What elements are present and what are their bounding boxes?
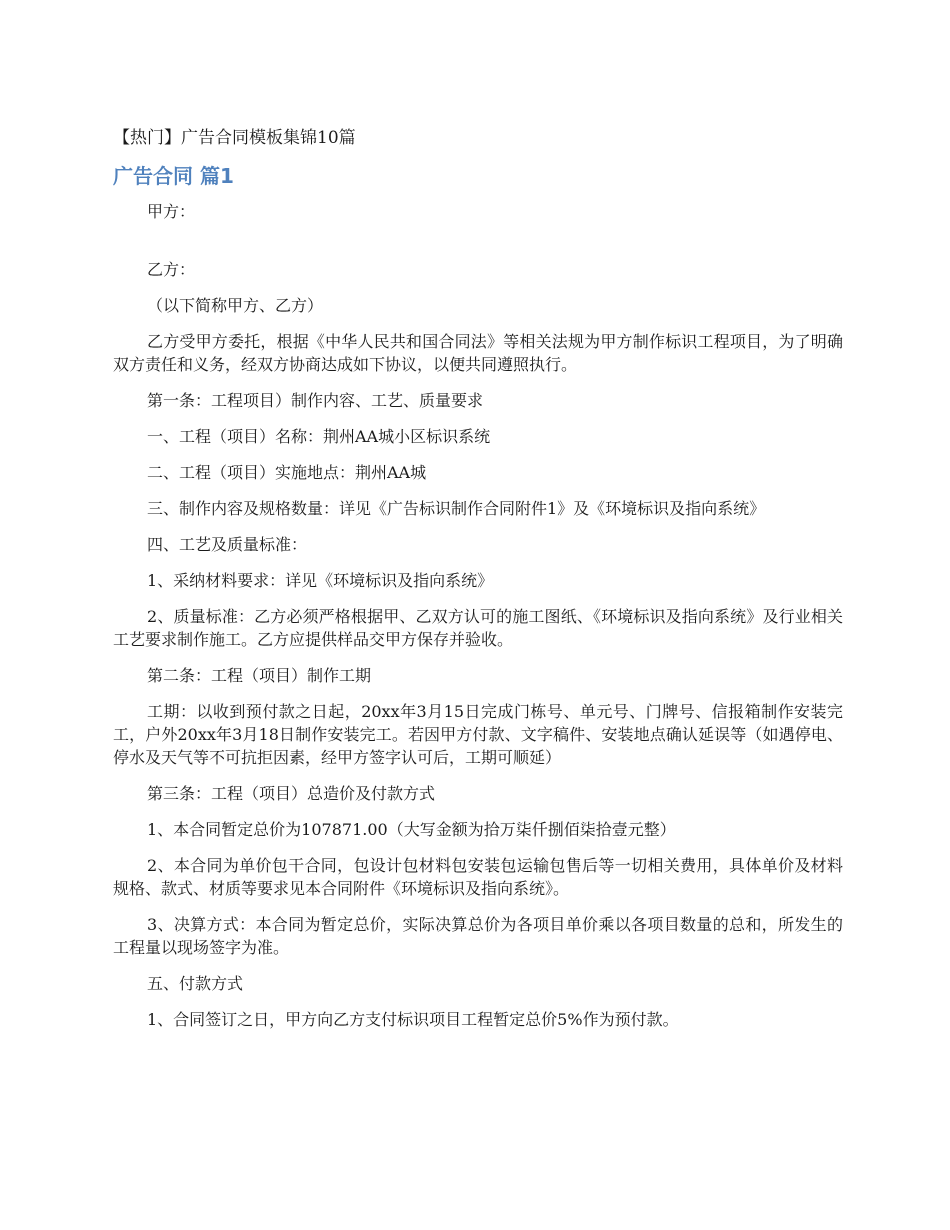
paragraph: 1、本合同暂定总价为107871.00（大写金额为拾万柒仟捌佰柒拾壹元整） — [147, 820, 676, 839]
paragraph: 四、工艺及质量标准： — [147, 535, 308, 554]
document-page — [113, 126, 843, 1044]
paragraph: 1、采纳材料要求：详见《环境标识及指向系统》 — [147, 571, 494, 590]
paragraph: 2、本合同为单价包干合同，包设计包材料包安装包运输包售后等一切相关费用，具体单价及材料规格、款式、材质等要求见本合同附件《环境标识及指向系统》。 — [113, 856, 843, 898]
paragraph: 乙方受甲方委托，根据《中华人民共和国合同法》等相关法规为甲方制作标识工程项目，为了明确双方责任和义务，经双方协商达成如下协议，以便共同遵照执行。 — [113, 332, 843, 374]
parties-note: （以下简称甲方、乙方） — [147, 296, 324, 315]
paragraph: 三、制作内容及规格数量：详见《广告标识制作合同附件1》及《环境标识及指向系统》 — [147, 499, 766, 518]
paragraph: 3、决算方式：本合同为暂定总价，实际决算总价为各项目单价乘以各项目数量的总和，所发生的工程量以现场签字为准。 — [113, 915, 843, 957]
party-a-line: 甲方： — [147, 202, 196, 221]
paragraph: 二、工程（项目）实施地点：荆州AA城 — [147, 463, 427, 482]
paragraph: 2、质量标准：乙方必须严格根据甲、乙双方认可的施工图纸、《环境标识及指向系统》及行业相关工艺要求制作施工。乙方应提供样品交甲方保存并验收。 — [113, 607, 843, 649]
article-heading: 第二条：工程（项目）制作工期 — [147, 666, 372, 685]
party-b-line: 乙方： — [147, 260, 196, 279]
section-heading: 广告合同 篇1 — [113, 164, 234, 188]
document-title: 【热门】广告合同模板集锦10篇 — [113, 128, 356, 148]
paragraph: 五、付款方式 — [147, 974, 244, 993]
paragraph: 一、工程（项目）名称：荆州AA城小区标识系统 — [147, 427, 491, 446]
article-heading: 第一条：工程项目）制作内容、工艺、质量要求 — [147, 391, 484, 410]
article-heading: 第三条：工程（项目）总造价及付款方式 — [147, 784, 436, 803]
paragraph: 工期：以收到预付款之日起，20xx年3月15日完成门栋号、单元号、门牌号、信报箱制作安装完工，户外20xx年3月18日制作安装完工。若因甲方付款、文字稿件、安装地点确认延误等（如遇停电、停水及天气等不可抗拒因素，经甲方签字认可后，工期可顺延） — [113, 702, 843, 767]
paragraph: 1、合同签订之日，甲方向乙方支付标识项目工程暂定总价5%作为预付款。 — [147, 1010, 679, 1029]
